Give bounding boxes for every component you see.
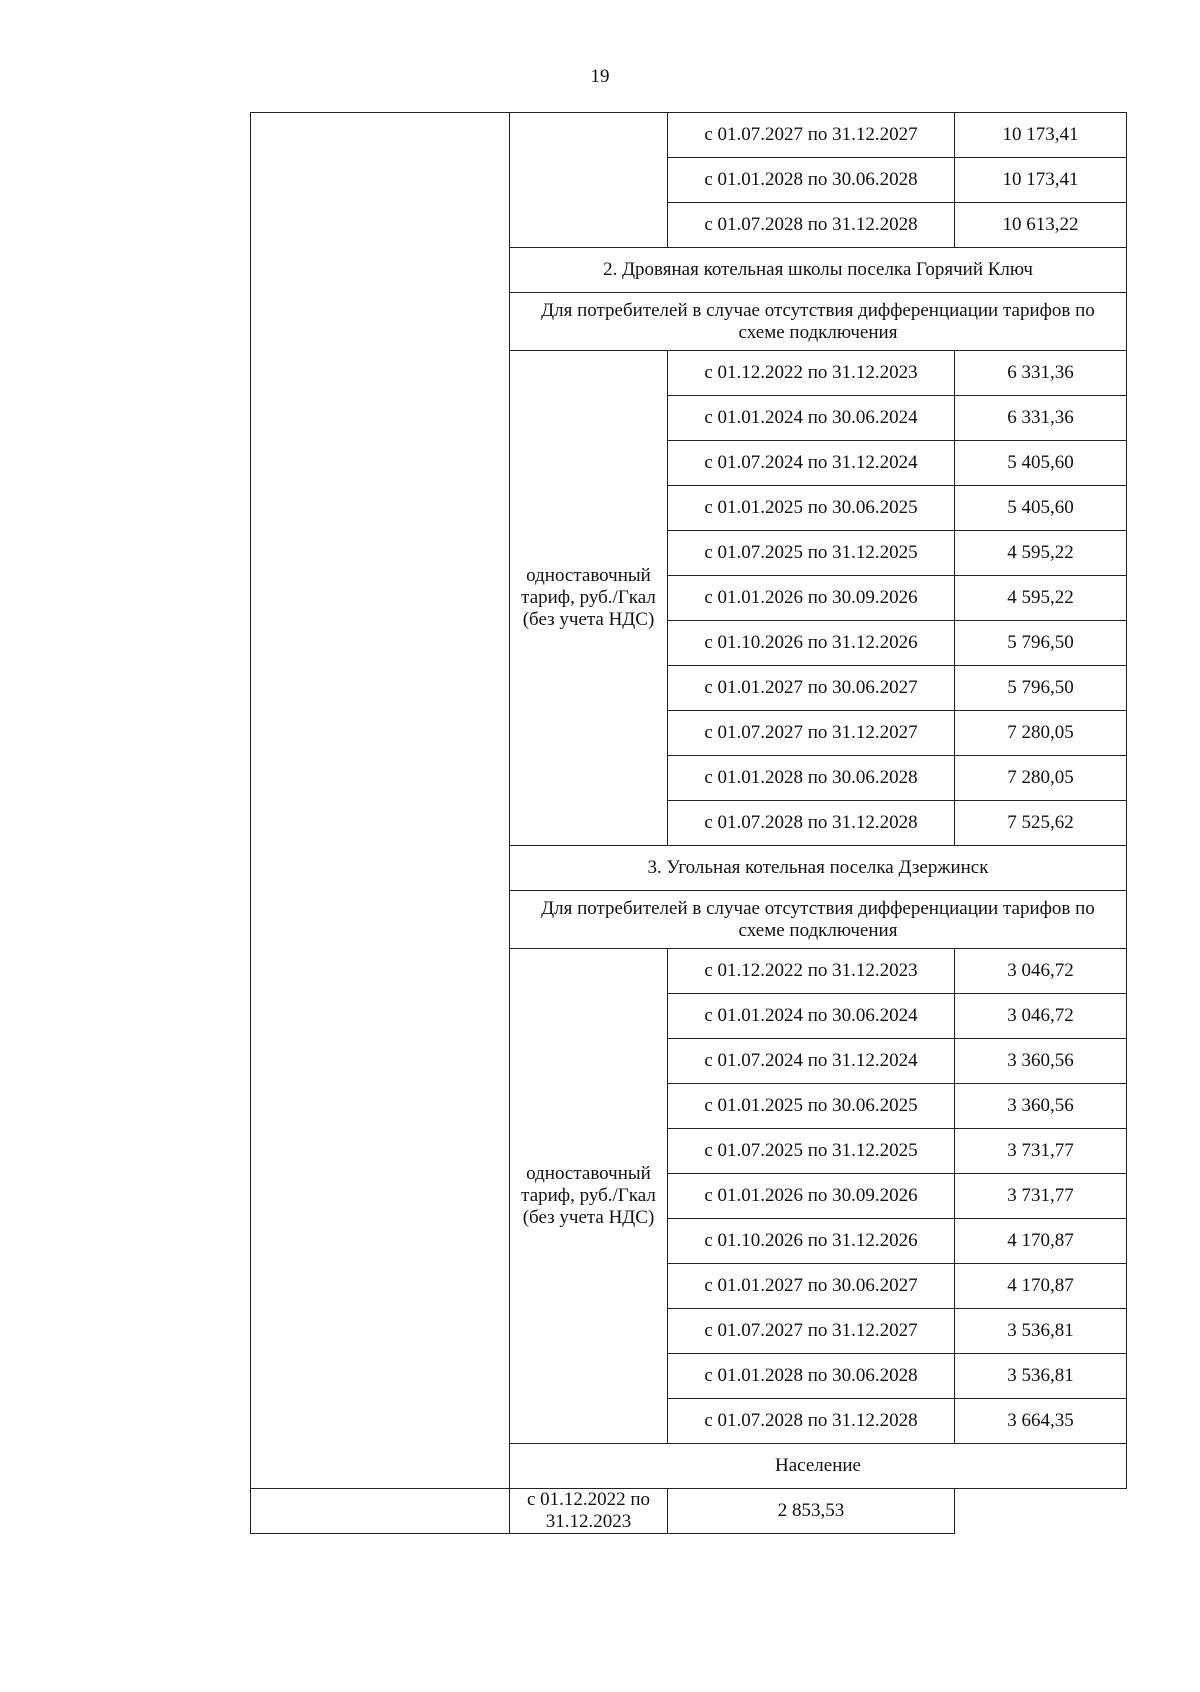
price-cell: 4 595,22 — [955, 576, 1127, 621]
price-cell: 7 280,05 — [955, 756, 1127, 801]
period-cell: с 01.07.2028 по 31.12.2028 — [668, 1399, 955, 1444]
table-row — [251, 113, 1127, 158]
period-cell: с 01.12.2022 по 31.12.2023 — [668, 351, 955, 396]
tariff-type-cell — [510, 949, 668, 1444]
price-cell: 5 796,50 — [955, 621, 1127, 666]
price-cell: 5 796,50 — [955, 666, 1127, 711]
tariff-type-line: (без учета НДС) — [522, 609, 655, 630]
section-title: 3. Угольная котельная поселка Дзержинск — [510, 846, 1127, 891]
tariff-type-line: (без учета НДС) — [522, 1207, 655, 1228]
period-cell: с 01.07.2027 по 31.12.2027 — [668, 113, 955, 158]
period-cell: с 01.01.2026 по 30.09.2026 — [668, 1174, 955, 1219]
price-cell: 4 170,87 — [955, 1219, 1127, 1264]
tariff-table — [250, 112, 1127, 1534]
period-cell: с 01.10.2026 по 31.12.2026 — [668, 621, 955, 666]
price-cell: 3 360,56 — [955, 1039, 1127, 1084]
period-cell: с 01.01.2024 по 30.06.2024 — [668, 396, 955, 441]
price-cell: 3 536,81 — [955, 1354, 1127, 1399]
period-cell: с 01.01.2025 по 30.06.2025 — [668, 1084, 955, 1129]
price-cell: 5 405,60 — [955, 486, 1127, 531]
period-cell: с 01.07.2027 по 31.12.2027 — [668, 1309, 955, 1354]
price-cell: 6 331,36 — [955, 351, 1127, 396]
period-cell: с 01.10.2026 по 31.12.2026 — [668, 1219, 955, 1264]
price-cell: 3 046,72 — [955, 949, 1127, 994]
price-cell: 2 853,53 — [668, 1489, 955, 1534]
empty-type-cell — [251, 1489, 510, 1534]
price-cell: 5 405,60 — [955, 441, 1127, 486]
price-cell: 7 525,62 — [955, 801, 1127, 846]
period-cell: с 01.07.2028 по 31.12.2028 — [668, 203, 955, 248]
price-cell: 3 360,56 — [955, 1084, 1127, 1129]
section-subtitle: Для потребителей в случае отсутствия дифференциации тарифов по схеме подключения — [510, 293, 1127, 351]
tariff-type-line: тариф, руб./Гкал — [521, 587, 656, 608]
period-cell: с 01.01.2024 по 30.06.2024 — [668, 994, 955, 1039]
price-cell: 3 536,81 — [955, 1309, 1127, 1354]
section-title: 2. Дровяная котельная школы поселка Горячий Ключ — [510, 248, 1127, 293]
page-number: 19 — [590, 66, 610, 87]
empty-left-column — [251, 113, 510, 1489]
price-cell: 3 731,77 — [955, 1174, 1127, 1219]
section-subtitle: Для потребителей в случае отсутствия дифференциации тарифов по схеме подключения — [510, 891, 1127, 949]
price-cell: 10 613,22 — [955, 203, 1127, 248]
tariff-type-line: тариф, руб./Гкал — [521, 1185, 656, 1206]
period-cell: с 01.07.2028 по 31.12.2028 — [668, 801, 955, 846]
period-cell: с 01.01.2028 по 30.06.2028 — [668, 158, 955, 203]
tariff-type-cell — [510, 351, 668, 846]
period-cell: с 01.07.2027 по 31.12.2027 — [668, 711, 955, 756]
period-cell: с 01.01.2027 по 30.06.2027 — [668, 1264, 955, 1309]
price-cell: 3 731,77 — [955, 1129, 1127, 1174]
period-cell: с 01.07.2024 по 31.12.2024 — [668, 1039, 955, 1084]
period-cell: с 01.01.2028 по 30.06.2028 — [668, 1354, 955, 1399]
tariff-type-line: одноставочный — [526, 1163, 651, 1184]
price-cell: 4 170,87 — [955, 1264, 1127, 1309]
period-cell: с 01.01.2027 по 30.06.2027 — [668, 666, 955, 711]
price-cell: 7 280,05 — [955, 711, 1127, 756]
empty-type-cell — [510, 113, 668, 248]
period-cell: с 01.07.2025 по 31.12.2025 — [668, 531, 955, 576]
period-cell: с 01.01.2025 по 30.06.2025 — [668, 486, 955, 531]
period-cell: с 01.07.2025 по 31.12.2025 — [668, 1129, 955, 1174]
period-cell: с 01.01.2026 по 30.09.2026 — [668, 576, 955, 621]
period-cell: с 01.07.2024 по 31.12.2024 — [668, 441, 955, 486]
period-cell: с 01.12.2022 по 31.12.2023 — [668, 949, 955, 994]
price-cell: 10 173,41 — [955, 113, 1127, 158]
period-cell: с 01.12.2022 по 31.12.2023 — [510, 1489, 668, 1534]
price-cell: 3 046,72 — [955, 994, 1127, 1039]
period-cell: с 01.01.2028 по 30.06.2028 — [668, 756, 955, 801]
price-cell: 10 173,41 — [955, 158, 1127, 203]
price-cell: 3 664,35 — [955, 1399, 1127, 1444]
price-cell: 4 595,22 — [955, 531, 1127, 576]
price-cell: 6 331,36 — [955, 396, 1127, 441]
tariff-type-line: одноставочный — [526, 565, 651, 586]
section-title: Население — [510, 1444, 1127, 1489]
table-row — [251, 1489, 1127, 1534]
